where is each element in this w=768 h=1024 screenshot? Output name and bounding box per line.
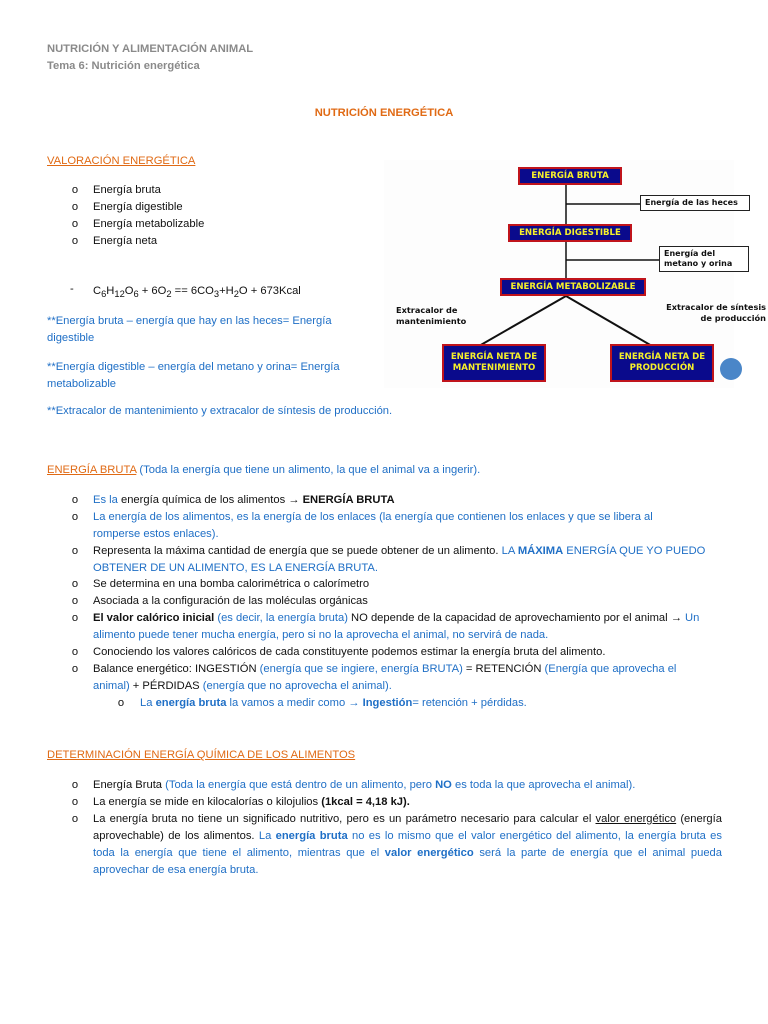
- energy-flow-diagram: [384, 160, 766, 388]
- list-bullet: o: [71, 796, 79, 808]
- bruta-item-2-line-2: romperse estos enlaces).: [93, 528, 219, 540]
- determinacion-item-2: La energía se mide en kilocalorías o kilojulios (1kcal = 4,18 kJ).: [93, 796, 410, 808]
- section-heading-determinacion: DETERMINACIÓN ENERGÍA QUÍMICA DE LOS ALIMENTOS: [47, 749, 356, 761]
- determinacion-item-1: Energía Bruta (Toda la energía que está dentro de un alimento, pero NO es toda la que aprovecha el animal).: [93, 779, 636, 791]
- box-energia-digestible: ENERGÍA DIGESTIBLE: [508, 224, 632, 242]
- list-bullet: o: [71, 595, 79, 607]
- list-bullet: o: [71, 779, 79, 791]
- list-bullet: o: [71, 646, 79, 658]
- bruta-item-3-line-2: OBTENER DE UN ALIMENTO, ES LA ENERGÍA BRUTA.: [93, 562, 378, 574]
- label-extracalor-mantenimiento: Extracalor de mantenimiento: [396, 305, 467, 326]
- label-energia-metano: Energía del metano y orina: [659, 246, 749, 272]
- bruta-item-8-line-2: animal) + PÉRDIDAS (energía que no aprovecha el animal).: [93, 680, 392, 692]
- label-extracalor-produccion: Extracalor de síntesis de producción: [666, 302, 766, 323]
- bruta-sub-item: La energía bruta la vamos a medir como → Ingestión= retención + pérdidas.: [140, 697, 527, 709]
- list-item: Energía digestible: [93, 201, 183, 213]
- determinacion-item-3: La energía bruta no tiene un significado nutritivo, pero es un parámetro necesario para calcular el valor energético (energía aprovechable) de los alimentos. La energía bruta no es lo mismo que el valor energético del alimento, la energía bruta es toda la energía que tiene el alimento, mientras que el valor energético será la parte de energía que el animal pueda aprovechar de esa energía bruta.: [93, 813, 722, 876]
- box-energia-metabolizable: ENERGÍA METABOLIZABLE: [500, 278, 646, 296]
- formula-dash: -: [70, 283, 74, 295]
- note-energia-bruta: **Energía bruta – energía que hay en las heces= Energía digestible: [47, 315, 332, 344]
- list-item: Energía bruta: [93, 184, 161, 196]
- course-header: NUTRICIÓN Y ALIMENTACIÓN ANIMAL: [47, 43, 254, 55]
- list-bullet: o: [71, 545, 79, 557]
- bruta-item-6-line-2: alimento puede tener mucha energía, pero si no la aprovecha el animal, no servirá de nada.: [93, 629, 549, 641]
- bruta-item-2-line-1: La energía de los alimentos, es la energía de los enlaces (la energía que contienen los enlaces y que se libera al: [93, 511, 653, 523]
- box-energia-neta-produccion: ENERGÍA NETA DE PRODUCCIÓN: [610, 344, 714, 382]
- list-bullet: o: [71, 813, 79, 825]
- bruta-item-4: Se determina en una bomba calorimétrica o calorímetro: [93, 578, 370, 590]
- section-heading-valoracion: VALORACIÓN ENERGÉTICA: [47, 155, 196, 167]
- bruta-item-1: Es la energía química de los alimentos → ENERGÍA BRUTA: [93, 494, 395, 506]
- list-bullet: o: [71, 612, 79, 624]
- list-bullet: o: [71, 235, 79, 247]
- topic-header: Tema 6: Nutrición energética: [47, 60, 200, 72]
- glucose-formula: $C_6H_{12}O_6 + 6O_2 == 6CO_3+H_2O$ + 673Kcal: [93, 285, 301, 300]
- list-bullet: o: [71, 578, 79, 590]
- label-energia-heces: Energía de las heces: [640, 195, 750, 211]
- bruta-item-8-line-1: Balance energético: INGESTIÓN (energía que se ingiere, energía BRUTA) = RETENCIÓN (Energía que aprovecha el: [93, 663, 677, 675]
- box-energia-neta-mantenimiento: ENERGÍA NETA DE MANTENIMIENTO: [442, 344, 546, 382]
- list-bullet: o: [71, 511, 79, 523]
- note-extracalor: **Extracalor de mantenimiento y extracalor de síntesis de producción.: [47, 405, 393, 417]
- bruta-item-5: Asociada a la configuración de las moléculas orgánicas: [93, 595, 368, 607]
- section-heading-bruta: ENERGÍA BRUTA (Toda la energía que tiene un alimento, la que el animal va a ingerir).: [47, 464, 481, 476]
- bruta-item-7: Conociendo los valores calóricos de cada constituyente podemos estimar la energía bruta del alimento.: [93, 646, 606, 658]
- list-bullet: o: [71, 218, 79, 230]
- list-bullet: o: [71, 494, 79, 506]
- blue-circle-decoration: [720, 358, 742, 380]
- list-item: Energía metabolizable: [93, 218, 205, 230]
- bruta-item-3-line-1: Representa la máxima cantidad de energía que se puede obtener de un alimento. LA MÁXIMA ENERGÍA QUE YO PUEDO: [93, 545, 706, 557]
- list-bullet: o: [71, 663, 79, 675]
- list-bullet: o: [71, 184, 79, 196]
- list-bullet: o: [71, 201, 79, 213]
- page-title: NUTRICIÓN ENERGÉTICA: [314, 107, 454, 119]
- note-energia-digestible: **Energía digestible – energía del metano y orina= Energía metabolizable: [47, 361, 340, 390]
- bruta-item-6-line-1: El valor calórico inicial (es decir, la energía bruta) NO depende de la capacidad de aprovechamiento por el animal → Un: [93, 612, 700, 624]
- sub-list-bullet: o: [117, 697, 125, 709]
- list-item: Energía neta: [93, 235, 158, 247]
- box-energia-bruta: ENERGÍA BRUTA: [518, 167, 622, 185]
